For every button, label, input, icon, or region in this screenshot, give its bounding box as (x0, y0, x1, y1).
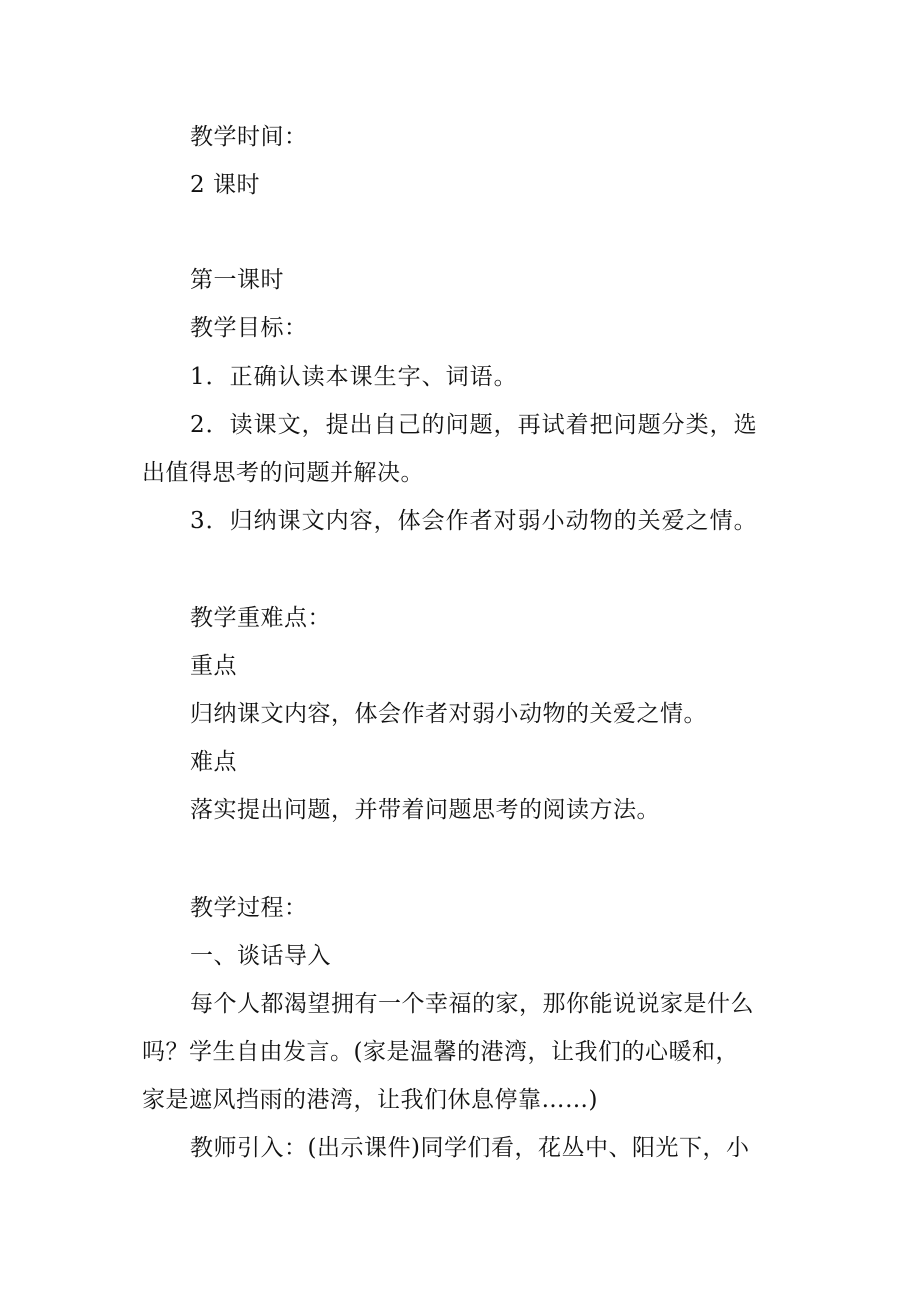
difficult-point-text: 落实提出问题，并带着问题思考的阅读方法。 (190, 797, 660, 823)
objectives-label: 教学目标： (190, 315, 308, 341)
paragraph-2-line-1: 教师引入：(出示课件)同学们看，花丛中、阳光下，小 (190, 1135, 750, 1161)
teaching-time-value: 2 课时 (190, 172, 260, 198)
objective-1: 1．正确认读本课生字、词语。 (190, 364, 518, 390)
teaching-time-label: 教学时间： (190, 124, 308, 150)
key-point-label: 重点 (190, 653, 237, 679)
objective-2-line-1: 2．读课文，提出自己的问题，再试着把问题分类，选 (190, 412, 758, 438)
process-label: 教学过程： (190, 895, 308, 921)
key-difficult-label: 教学重难点： (190, 605, 331, 631)
lesson-one-title: 第一课时 (190, 267, 284, 293)
paragraph-1-line-2: 吗？学生自由发言。(家是温馨的港湾，让我们的心暖和， (142, 1039, 739, 1065)
paragraph-1-line-1: 每个人都渴望拥有一个幸福的家，那你能说说家是什么 (190, 991, 754, 1017)
objective-3: 3．归纳课文内容，体会作者对弱小动物的关爱之情。 (190, 508, 758, 534)
paragraph-1-line-3: 家是遮风挡雨的港湾，让我们休息停靠……) (142, 1087, 598, 1113)
difficult-point-label: 难点 (190, 749, 237, 775)
section-one-title: 一、谈话导入 (190, 943, 331, 969)
key-point-text: 归纳课文内容，体会作者对弱小动物的关爱之情。 (190, 701, 707, 727)
objective-2-line-2: 出值得思考的问题并解决。 (142, 460, 424, 486)
